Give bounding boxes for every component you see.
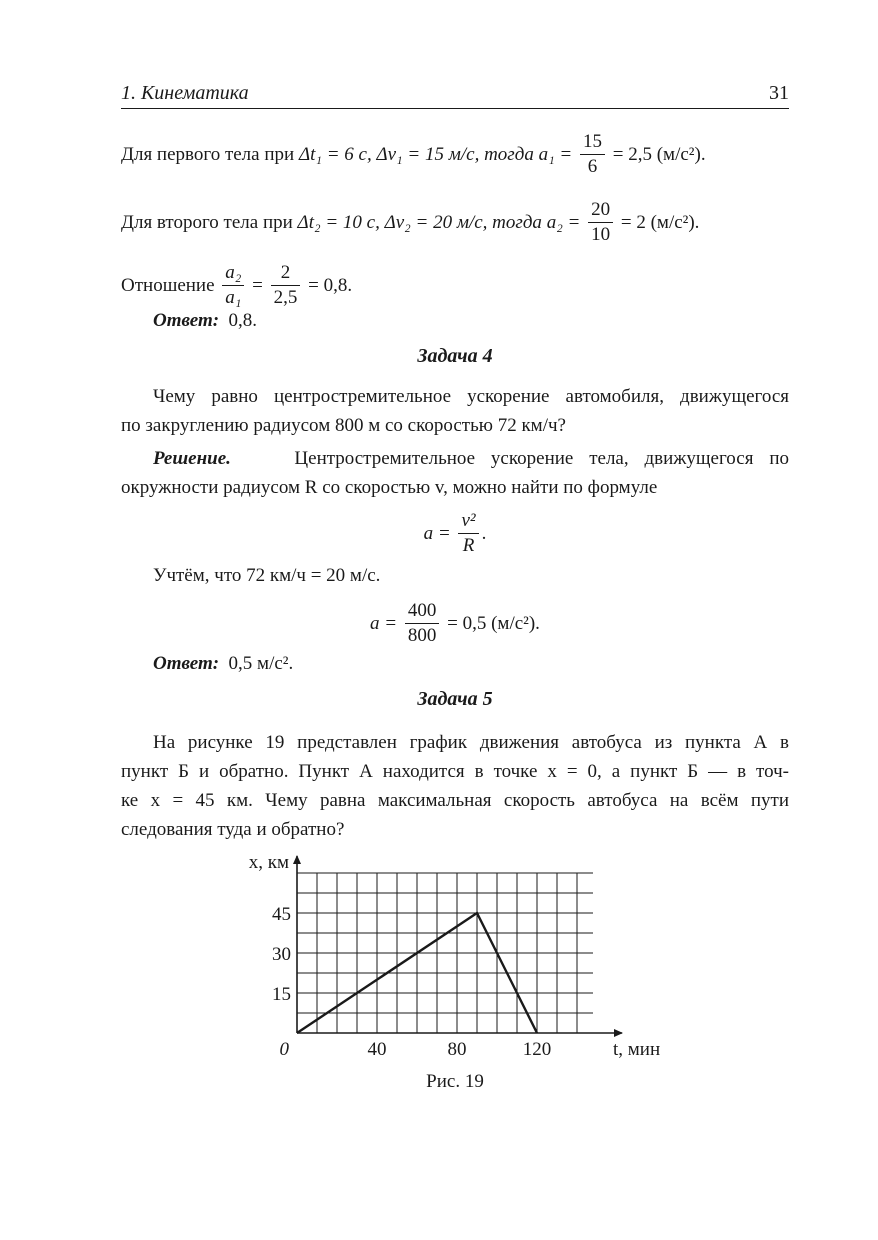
line1-denominator: 6	[587, 156, 598, 177]
line2-variable: a₂ =	[546, 211, 581, 233]
task-4-solution	[121, 444, 789, 502]
task-4-solution-text-1: Центростремительное ускорение тела, движущегося по	[294, 448, 789, 469]
task-4-solution-line-1	[121, 444, 789, 473]
answer-4-value: 0,5 м/с².	[228, 653, 294, 674]
ratio-denominator-1: a₁	[225, 287, 242, 308]
answer-3-label: Ответ:	[153, 310, 220, 331]
task-4-question	[121, 382, 789, 440]
task-5-question-line-2: пункт Б и обратно. Пункт А находится в точке x = 0, а пункт Б — в точ-	[121, 761, 789, 782]
y-axis-label: x, км	[248, 852, 289, 873]
calc-fraction	[405, 599, 440, 648]
x-tick-label: 40	[367, 1039, 387, 1060]
answer-3-value: 0,8.	[228, 310, 258, 331]
chapter-title: 1. Кинематика	[121, 82, 249, 104]
line2-prefix: Для второго тела при	[121, 211, 298, 233]
line1-condition: Δt₁ = 6 с, Δv₁ = 15 м/с, тогда	[298, 143, 534, 165]
solution-line-2	[121, 199, 789, 248]
formula-denominator: R	[462, 535, 475, 556]
calc-lhs: a =	[370, 612, 398, 634]
ratio-numerator-1: a₂	[222, 261, 244, 286]
answer-4-label: Ответ:	[153, 653, 220, 674]
motion-graph	[0, 850, 878, 1070]
page-number: 31	[769, 82, 789, 104]
ratio-numerator-2: 2	[271, 261, 301, 286]
line2-condition: Δt₂ = 10 с, Δv₂ = 20 м/с, тогда	[297, 211, 542, 233]
y-tick-label: 15	[272, 984, 291, 1005]
line2-result: = 2 (м/с²).	[620, 211, 700, 233]
ratio-result: = 0,8.	[308, 274, 353, 296]
line1-numerator: 15	[580, 130, 605, 155]
task-4-question-line-1: Чему равно центростремительное ускорение автомобиля, движущегося	[153, 386, 789, 407]
y-tick-label: 30	[272, 944, 291, 965]
formula-end: .	[481, 522, 487, 544]
task-5-title: Задача 5	[417, 688, 493, 710]
line1-prefix: Для первого тела при	[121, 143, 299, 165]
ratio-denominator-2: 2,5	[273, 287, 298, 308]
ratio-line: Отношение $\frac{\text{a₂}}{\text{a₁}}$ = $\frac{2}{2,5}$ = 0,8.	[121, 262, 353, 308]
running-head	[121, 82, 789, 109]
calc-numerator: 400	[405, 599, 440, 624]
task-4-question-line-2: по закруглению радиусом 800 м со скоростью 72 км/ч?	[121, 415, 566, 436]
formula-lhs: a =	[423, 522, 451, 544]
task-5-question-line-1: На рисунке 19 представлен график движения автобуса из пункта А в	[153, 732, 789, 753]
origin-label: 0	[279, 1039, 289, 1060]
line1-fraction	[580, 130, 605, 179]
answer-3	[153, 308, 821, 334]
line1-variable: a₁ =	[538, 143, 573, 165]
task-4-solution-label: Решение.	[153, 448, 231, 469]
answer-4	[153, 651, 821, 677]
task-4-title: Задача 4	[417, 345, 493, 367]
calc-result: = 0,5 (м/с²).	[447, 612, 540, 634]
chart-axes	[297, 856, 622, 1033]
task-4-solution-line-2: окружности радиусом R со скоростью v, можно найти по формуле	[121, 477, 658, 498]
y-tick-label: 45	[272, 904, 291, 925]
calc-denominator: 800	[407, 625, 437, 646]
solution-line-1	[121, 131, 789, 180]
chart-grid	[297, 873, 593, 1033]
formula-centripetal	[121, 510, 789, 559]
chart-labels	[249, 852, 660, 1060]
formula-numerator: v²	[458, 509, 478, 534]
task-5-question-line-3: ке x = 45 км. Чему равна максимальная скорость автобуса на всём пути	[121, 790, 789, 811]
task-5-question-line-4: следования туда и обратно?	[121, 819, 345, 840]
ratio-label: Отношение	[121, 274, 215, 296]
line2-numerator: 20	[588, 198, 613, 223]
figure-caption: Рис. 19	[426, 1071, 484, 1092]
calc-formula	[121, 600, 789, 649]
line1-result: = 2,5 (м/с²).	[612, 143, 706, 165]
ratio-fraction-1	[222, 261, 244, 310]
x-axis-label: t, мин	[613, 1039, 661, 1060]
task-5-question	[121, 728, 789, 844]
unit-conversion: Учтём, что 72 км/ч = 20 м/с.	[153, 565, 381, 586]
x-tick-label: 80	[447, 1039, 467, 1060]
line2-denominator: 10	[591, 224, 611, 245]
formula-fraction	[458, 509, 478, 558]
line2-fraction	[588, 198, 613, 247]
x-tick-label: 120	[522, 1039, 552, 1060]
ratio-fraction-2	[271, 261, 301, 310]
